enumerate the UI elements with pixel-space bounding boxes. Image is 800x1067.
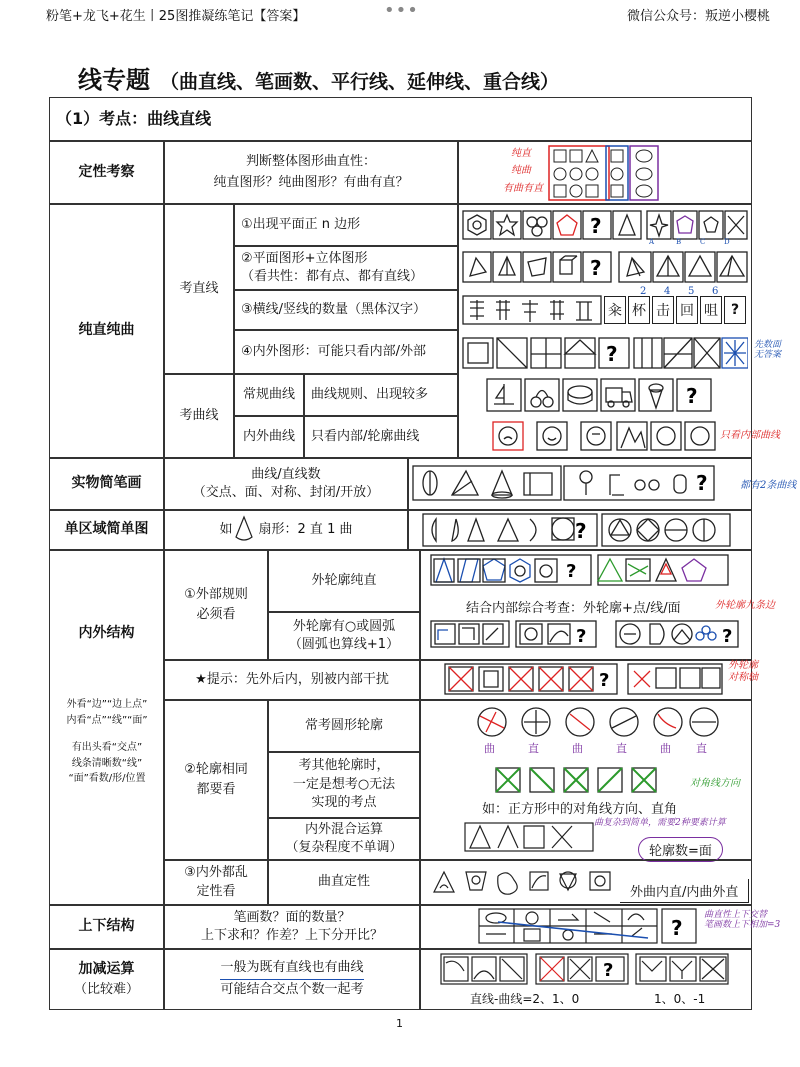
r2a-mark-3: 直	[616, 742, 627, 755]
r2a-mark-5: 直	[696, 742, 707, 755]
r3-label: ③内外都乱 定性看	[164, 860, 268, 905]
hint-4: 线条清晰数“线”	[71, 757, 143, 769]
jiajian-text2: 可能结合交点个数一起考	[220, 982, 364, 997]
hanzi-3: 击	[652, 296, 674, 324]
item-hengshu: ③横线/竖线的数量（黑体汉字）	[234, 290, 458, 330]
shangxia-desc	[164, 905, 420, 949]
shangxia-text1: 笔画数？面的数量？	[233, 909, 351, 925]
r2a-mark-0: 曲	[484, 742, 495, 755]
hint-3: 有出头看“交点”	[71, 742, 143, 753]
svg-text:?: ?	[599, 670, 610, 691]
danquyu-desc	[164, 510, 408, 550]
r2a-mark-2: 曲	[572, 742, 583, 755]
label-jiajian2: （比较难）	[73, 982, 139, 998]
note-lunkuo: 只看内部曲线	[720, 430, 780, 441]
r2a: 常考圆形轮廓	[268, 700, 420, 752]
legend-chunzhi: 纯直	[511, 148, 531, 159]
label-chunzhi: 纯直纯曲	[49, 204, 164, 458]
r2b-desc: 如：正方形中的对角线方向、直角	[482, 802, 678, 817]
svg-text:?: ?	[566, 561, 577, 582]
r2c-figs	[464, 822, 594, 856]
svg-text:?: ?	[603, 960, 614, 981]
curve-item-a: 常规曲线	[234, 374, 304, 416]
hanzi-1: 籴	[604, 296, 626, 324]
hengshu-figs	[462, 294, 602, 326]
r2-label: ②轮廓相同 都要看	[164, 700, 268, 860]
svg-text:?: ?	[696, 471, 708, 495]
r1a: 外轮廓纯直	[268, 550, 420, 612]
box-purple	[630, 146, 658, 200]
opt-d1: D	[724, 238, 730, 246]
jiajian-text1: 一般为既有直线也有曲线	[220, 958, 363, 980]
top-bar	[0, 0, 800, 28]
r1-combined: 结合内部综合考查：外轮廓+点/线/面	[466, 601, 681, 616]
hint-2	[52, 728, 162, 740]
r2a-mark-1: 直	[528, 742, 539, 755]
shangxia-note: 曲直性上下交替 笔画数上下相加=3	[704, 910, 781, 931]
item-zhengnbian: ①出现平面正 n 边形	[234, 204, 458, 246]
r3a: 曲直定性	[268, 860, 420, 905]
svg-text:?: ?	[671, 916, 683, 940]
shangxia-text2: 上下求和？作差？上下分开比？	[200, 928, 383, 943]
note-shiwu: 都有2条曲线	[740, 480, 797, 491]
label-jiajian: 加减运算	[78, 961, 135, 978]
pingmian-liti-figs	[462, 250, 748, 288]
danquyu-figs	[422, 513, 732, 547]
dingxing-grid-svg	[548, 145, 668, 201]
svg-text:?: ?	[686, 384, 698, 408]
jiajian-figs	[440, 953, 730, 987]
note-neiwai: 先数面 无答案	[754, 340, 782, 361]
opt-a1: A	[649, 238, 655, 246]
section-header: （1）考点：曲线直线	[49, 97, 752, 141]
svg-text:?: ?	[722, 626, 733, 647]
r2c: 内外混合运算 （复杂程度不单调）	[268, 818, 420, 860]
shiwu-figs	[412, 465, 732, 503]
shiwu-text1: 曲线/直线数	[251, 466, 321, 482]
svg-text:?: ?	[590, 214, 602, 238]
title-sub: （曲直线、笔画数、平行线、延伸线、重合线）	[160, 71, 560, 93]
hint-5: “面”看数/形/位置	[68, 773, 146, 784]
svg-text:?: ?	[575, 519, 587, 543]
r3-pill: 外曲内直/内曲外直	[620, 879, 749, 903]
shiwu-desc	[164, 458, 408, 510]
dingxing-text1: 判断整体图形曲直性：	[245, 154, 376, 170]
legend-chunqu: 纯曲	[511, 165, 531, 176]
curve-item-b: 曲线规则、出现较多	[304, 374, 458, 416]
hint-1: 内看“点”“线”“面”	[66, 714, 148, 726]
neiwai-hint	[52, 697, 162, 787]
jiajian-f1: 直线-曲线=2、1、0	[470, 992, 580, 1006]
box-red	[549, 146, 609, 200]
hanzi-2: 杯	[628, 296, 650, 324]
r2b-figs	[494, 766, 684, 796]
hanzi-5: 咀	[700, 296, 722, 324]
legend-youqu: 有曲有直	[503, 183, 543, 194]
page-number: 1	[396, 1017, 403, 1030]
label-kaoquxian: 考曲线	[164, 374, 234, 458]
tip-note: 外轮廓 对称轴	[728, 660, 758, 683]
stroke-num-3: 5	[688, 286, 695, 297]
r2c-note: 曲复杂到简单，需要2种要素计算	[594, 818, 726, 828]
r3-figs	[430, 866, 620, 898]
item-neiwai: ④内外图形：可能只看内部/外部	[234, 330, 458, 374]
more-dots-icon[interactable]: •••	[384, 0, 419, 21]
title-main: 线专题	[78, 66, 150, 94]
r2a-figs	[466, 706, 726, 740]
dingxing-desc	[164, 141, 458, 204]
svg-text:?: ?	[576, 626, 587, 647]
dingxing-text2: 纯直图形？纯曲图形？有曲有直？	[213, 174, 409, 190]
stroke-num-4: 6	[712, 286, 719, 297]
hint-0: 外看“边”“边上点”	[66, 699, 148, 710]
changgui-curve-figs	[486, 378, 726, 414]
jiajian-desc	[164, 949, 420, 1010]
jiajian-f2: 1、0、-1	[654, 992, 706, 1006]
curve-item2-a: 内外曲线	[234, 416, 304, 458]
hanzi-4: 回	[676, 296, 698, 324]
danquyu-text1: 如	[219, 521, 233, 537]
label-danquyu: 单区域简单图	[49, 510, 164, 550]
label-shiwu: 实物简笔画	[49, 458, 164, 510]
label-shangxia: 上下结构	[49, 905, 164, 949]
hanzi-strip	[604, 296, 746, 324]
hanzi-q: ?	[724, 296, 746, 324]
label-dingxing: 定性考察	[49, 141, 164, 204]
item-pingmian-liti: ②平面图形+立体图形 （看共性：都有点、都有直线）	[234, 246, 458, 290]
opt-b1: B	[676, 238, 682, 246]
page-title	[78, 60, 559, 95]
label-neiwai: 内外结构	[78, 625, 135, 641]
r1a-figs	[430, 554, 730, 588]
svg-text:?: ?	[590, 256, 602, 280]
header-left-text: 粉笔+龙飞+花生丨25图推凝练笔记【答案】	[46, 9, 306, 24]
curve-item2-b: 只看内部/轮廓曲线	[304, 416, 458, 458]
stroke-num-2: 4	[664, 286, 671, 297]
label-jiajian-cell	[49, 949, 164, 1010]
r2b: 考其他轮廓时， 一定是想考○无法 实现的考点	[268, 752, 420, 818]
r1b-figs	[430, 620, 740, 652]
neiwai-curve-figs	[492, 420, 717, 456]
shiwu-text2: （交点、面、对称、封闭/开放）	[192, 485, 380, 500]
r1-note: 外轮廓九条边	[715, 600, 775, 611]
danquyu-text2: 扇形：2 直 1 曲	[258, 521, 353, 537]
label-kaozhixian: 考直线	[164, 204, 234, 374]
stroke-num-1: 2	[640, 286, 647, 297]
neiwai-figs	[462, 336, 748, 370]
svg-text:?: ?	[606, 342, 618, 366]
header-right-text: 微信公众号：叛逆小樱桃	[626, 9, 770, 24]
tip-figs	[444, 663, 724, 697]
r1b: 外轮廓有○或圆弧 （圆弧也算线+1）	[268, 612, 420, 660]
r2a-mark-4: 曲	[660, 742, 671, 755]
opt-c1: C	[700, 238, 706, 246]
tip: ★提示：先外后内，别被内部干扰	[164, 660, 420, 700]
r2b-note: 对角线方向	[690, 778, 740, 789]
r1-label: ①外部规则 必须看	[164, 550, 268, 660]
sector-icon	[233, 515, 255, 545]
shangxia-figs	[478, 908, 698, 946]
r2c-pill: 轮廓数=面	[638, 837, 723, 862]
